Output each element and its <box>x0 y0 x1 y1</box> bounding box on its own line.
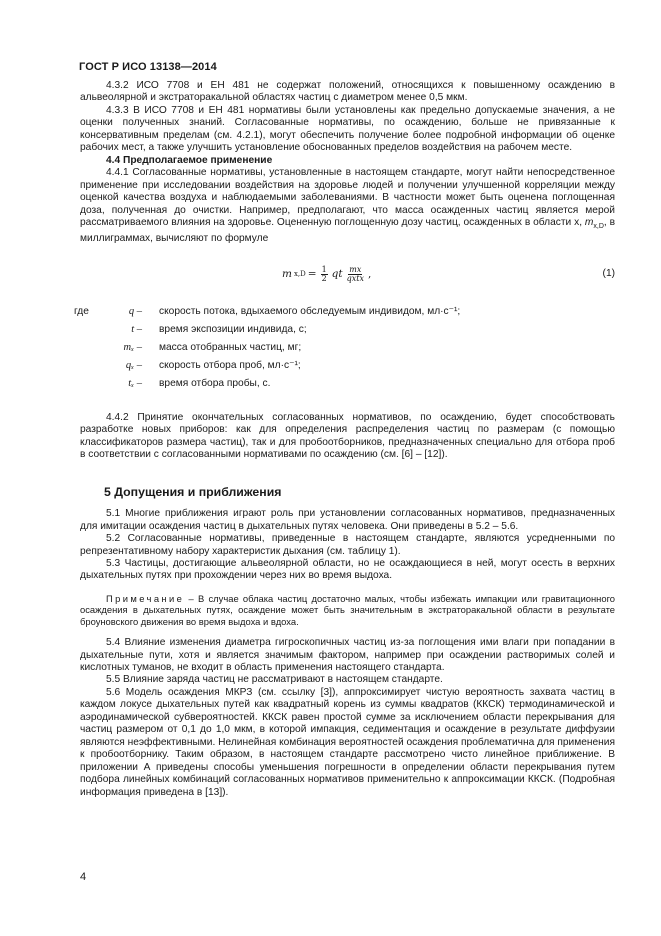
note-text: – В случае облака частиц достаточно малых, чтобы избежать импакции или гравитационного осаждения в дыхательных путях, осаждение может быть значительным в экстраторакальной области в результате броуновского движения во время выдоха и вдоха. <box>80 592 615 627</box>
formula-mass-fraction <box>347 266 364 283</box>
formula-half-num: 1 <box>321 264 327 274</box>
where-description: масса отобранных частиц, мг; <box>159 341 302 353</box>
paragraph-4-3-2: 4.3.2 ИСО 7708 и ЕН 481 не содержат положений, относящихся к повышенному осаждению в альвеолярной и экстраторакальной областях частиц с диаметром менее 0,5 мкм. <box>80 80 615 104</box>
document-body <box>74 80 615 799</box>
formula-frac-num: mx <box>349 264 362 274</box>
formula-frac-den: qxtx <box>346 273 364 283</box>
where-row-5 <box>80 378 600 392</box>
formula-half-fraction <box>321 266 328 283</box>
paragraph-5-6: 5.6 Модель осаждения МКРЗ (см. ссылку [3]), аппроксимирует чистую вероятность захвата частиц в каждом локусе дыхательных путей как квадратный корень из суммы квадратов (ККСК) термодинамической и аэродинамической субвероятностей. ККСК равен простой сумме за исключением области перекрывания для частиц размером от 0,1 до 1,0 мкм, в которой импакция, седиментация и осаждение в результате диффузии являются неэффективными. Нелинейная комбинация вероятностей осаждения проблематична для применения к пробоотборнику. Таким образом, в настоящем стандарте рассмотрено чисто линейное приближение. В приложении А приведены способы уменьшения погрешности в определении области перекрывания путем подбора линейных комбинаций согласованных нормативов применительно к аппроксимации ККСК. (Подробная информация приведена в [13]). <box>80 686 615 798</box>
formula-lhs-subscript: x,D <box>293 270 306 279</box>
formula-lhs: m <box>282 268 292 281</box>
where-symbol: q – <box>128 305 142 317</box>
where-row-1 <box>74 305 600 320</box>
paragraph-4-4-1-text: 4.4.1 Согласованные нормативы, установленные в настоящем стандарте, могут найти непосредственное применение при исследовании воздействия на здоровье людей и получении улучшенной корреляции между оценкой качества воздуха и наблюдаемыми заболеваниями. В частности может быть оценена поглощенная доза, полученная до очистки. Например, предполагают, что масса осажденных частиц является мерой рассматриваемого влияния на здоровье. Оцененную поглощенную дозу частиц, осажденных в области x, <box>80 167 615 228</box>
paragraph-5-4: 5.4 Влияние изменения диаметра гигроскопичных частиц из-за поглощения ими влаги при попадании в дыхательные пути, хотя и является значимым фактором, например при осаждении растворимых солей и кислотных туманов, не входит в область применения настоящего стандарта. <box>80 637 615 674</box>
where-row-4 <box>80 360 600 374</box>
formula-number: (1) <box>602 267 615 279</box>
where-symbol: mₓ – <box>123 341 142 353</box>
document-header: ГОСТ Р ИСО 13138—2014 <box>79 61 217 73</box>
page-number: 4 <box>80 871 87 883</box>
paragraph-4-3-3: 4.3.3 В ИСО 7708 и ЕН 481 нормативы были установлены как предельно допускаемые значения, а не оценки полученных знаний. Согласованные нормативы, по осаждению, больше не привязанные к консервативным пределам (см. 4.2.1), могут обеспечить получение более подробной информации об оценке рабочих мест, а также улучшить установление обоснованных пределов воздействия на рабочем месте. <box>80 104 615 154</box>
paragraph-5-1: 5.1 Многие приближения играют роль при установлении согласованных нормативов, предназначенных для имитации осаждения частиц в дыхательных путях человека. Они приведены в 5.2 – 5.6. <box>80 508 615 532</box>
where-symbol: tₓ – <box>128 377 142 389</box>
where-description: время отбора пробы, с. <box>159 377 271 389</box>
note <box>80 593 615 627</box>
note-label: Примечание <box>106 592 185 604</box>
paragraph-5-5: 5.5 Влияние заряда частиц не рассматривают в настоящем стандарте. <box>106 674 443 686</box>
where-block <box>74 305 615 392</box>
formula-1 <box>80 256 615 302</box>
formula-qt: qt <box>331 268 343 281</box>
paragraph-5-2: 5.2 Согласованные нормативы, приведенные в настоящем стандарте, являются усредненными по репрезентативному набору характеристик дыхания (см. таблицу 1). <box>80 533 615 557</box>
where-description: время экспозиции индивида, с; <box>159 323 307 335</box>
inline-variable-subscript: x,D <box>593 223 604 231</box>
formula-equals: = <box>307 268 317 281</box>
section-title-5: 5 Допущения и приближения <box>104 484 282 499</box>
inline-variable: m <box>584 216 594 228</box>
paragraph-4-4-1-tail: , в миллиграммах, вычисляют по формуле <box>80 216 615 245</box>
where-symbol: t – <box>131 323 142 335</box>
paragraph-5-3: 5.3 Частицы, достигающие альвеолярной области, но не осаждающиеся в ней, могут осесть в верхних дыхательных путях при прохождении через них во время выдоха. <box>80 558 615 582</box>
where-lead: где <box>74 305 89 317</box>
where-row-2 <box>80 324 600 338</box>
subsection-title-4-4: 4.4 Предполагаемое применение <box>106 154 273 166</box>
formula-half-den: 2 <box>321 273 327 283</box>
where-row-3 <box>80 342 600 356</box>
formula-tail: , <box>367 268 372 281</box>
paragraph-4-4-2: 4.4.2 Принятие окончательных согласованных нормативов, по осаждению, будет способствовать разработке новых приборов: как для определения распределения частиц по размерам (с помощью классификаторов размера частиц), так и для пробоотборников, предназначенных специально для отбора проб в соответствии с согласованными нормативами по осаждению (см. [6] – [12]). <box>80 411 615 461</box>
paragraph-4-4-1 <box>80 167 615 246</box>
formula-expression <box>282 266 371 283</box>
where-description: скорость отбора проб, мл·с⁻¹; <box>159 359 301 371</box>
where-description: скорость потока, вдыхаемого обследуемым индивидом, мл·с⁻¹; <box>159 305 461 317</box>
where-symbol: qₓ – <box>125 359 142 371</box>
